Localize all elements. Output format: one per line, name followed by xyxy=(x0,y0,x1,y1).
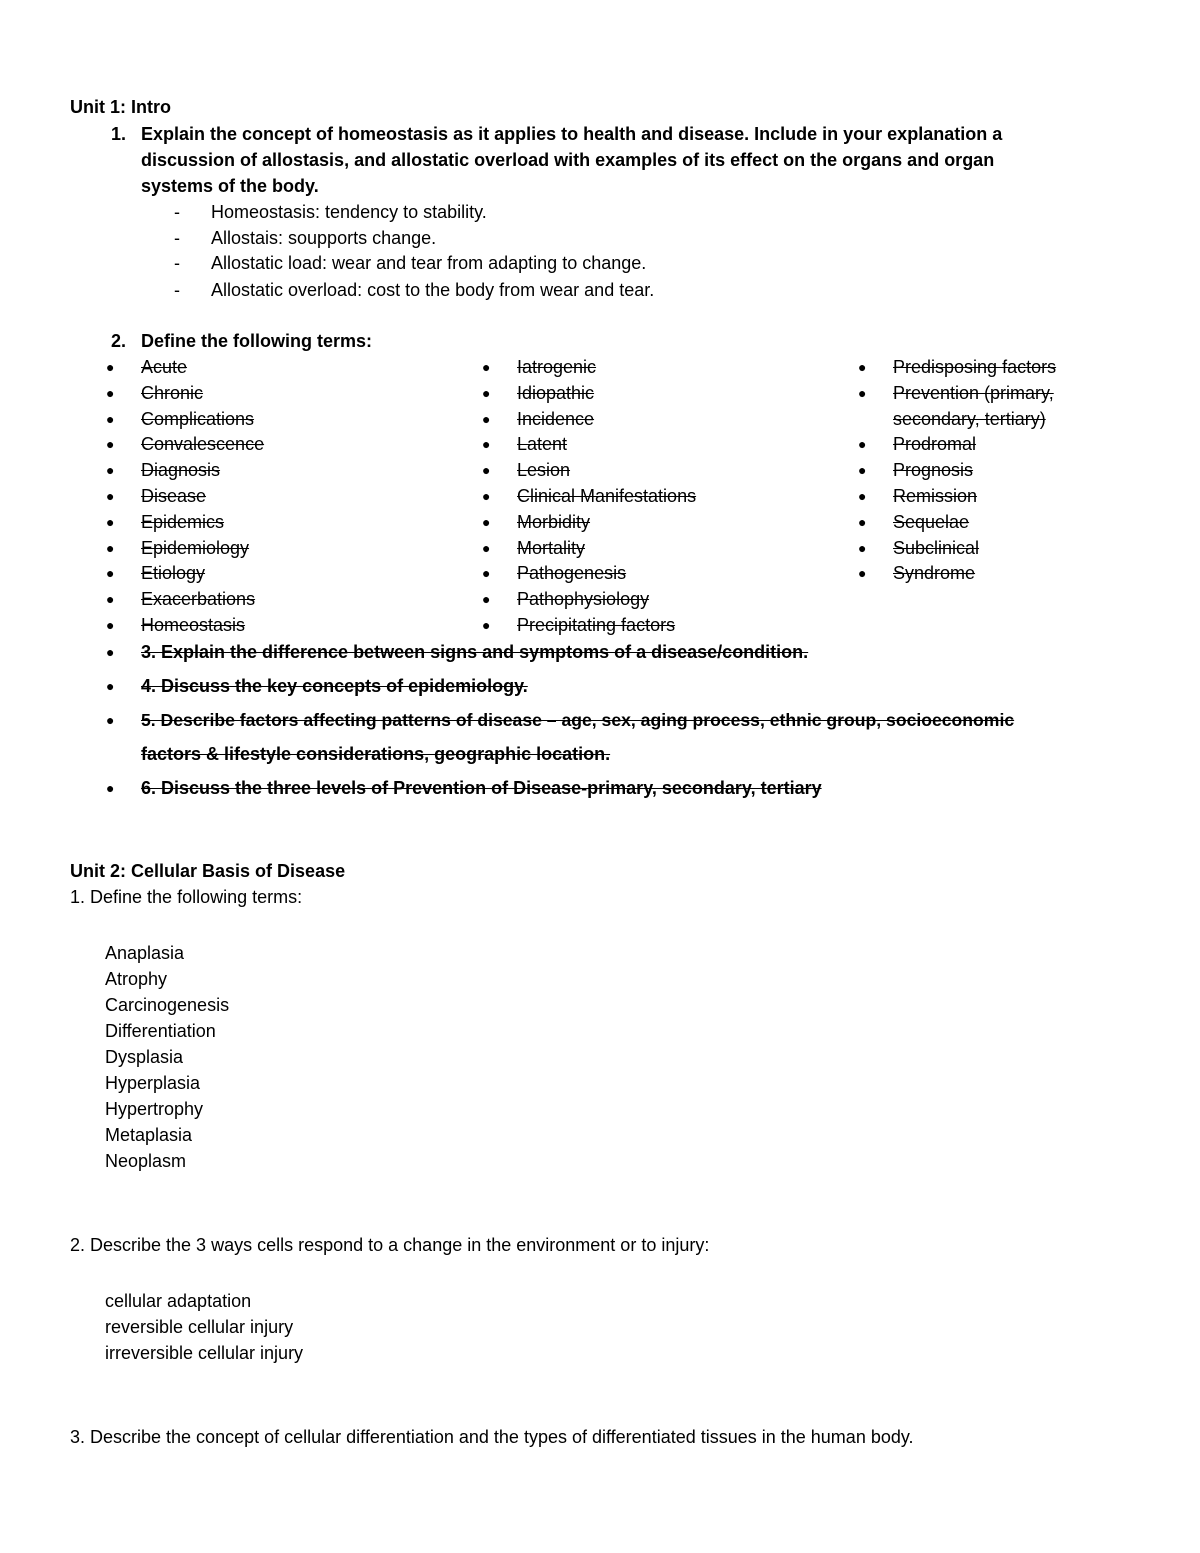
unit2-response: irreversible cellular injury xyxy=(105,1343,304,1363)
unit1-q2-text: Define the following terms: xyxy=(141,331,373,351)
term-label: Diagnosis xyxy=(141,460,221,481)
unit2-term: Differentiation xyxy=(105,1021,216,1041)
bullet-icon: ● xyxy=(482,513,491,530)
term-label: Morbidity xyxy=(517,511,591,532)
bullet-icon: ● xyxy=(858,462,867,479)
unit2-term: Hypertrophy xyxy=(105,1099,204,1119)
bullet-icon: ● xyxy=(482,436,491,453)
term-label: Sequelae xyxy=(893,511,970,532)
unit2-response: reversible cellular injury xyxy=(105,1317,294,1337)
term-label: Prodromal xyxy=(893,434,977,455)
unit1-q6-text: 6. Discuss the three levels of Prevention of Disease-primary, secondary, tertiary xyxy=(141,778,822,798)
term-label: Epidemics xyxy=(141,511,225,532)
bullet-icon: ● xyxy=(482,384,491,401)
term-label: secondary, tertiary) xyxy=(893,408,1046,429)
term-label: Clinical Manifestations xyxy=(517,486,697,506)
bullet-icon: ● xyxy=(858,436,867,453)
term-label: Prognosis xyxy=(893,460,974,481)
bullet-icon: ● xyxy=(106,488,115,504)
unit1-q5-line-2: factors & lifestyle considerations, geographic location. xyxy=(141,744,611,764)
term-label: Exacerbations xyxy=(141,589,256,610)
bullet-icon: ● xyxy=(482,617,491,633)
unit2-term: Anaplasia xyxy=(105,943,185,963)
term-label: Idiopathic xyxy=(517,382,595,403)
bullet-icon: ● xyxy=(482,488,491,504)
bullet-icon: ● xyxy=(106,410,115,427)
bullet-icon: ● xyxy=(106,565,115,582)
term-label: Syndrome xyxy=(893,563,976,584)
bullet-icon: ● xyxy=(106,436,115,453)
bullet-icon: ● xyxy=(858,539,867,556)
term-label: Homeostasis xyxy=(141,615,246,635)
unit1-title: Unit 1: Intro xyxy=(70,97,171,117)
term-label: Disease xyxy=(141,486,207,506)
bullet-icon: ● xyxy=(106,712,115,728)
bullet-icon: ● xyxy=(106,359,115,375)
term-label: Acute xyxy=(141,357,188,377)
bullet-icon: ● xyxy=(858,565,867,582)
term-label: Mortality xyxy=(517,537,586,558)
unit1-q4-text: 4. Discuss the key concepts of epidemiology. xyxy=(141,676,528,696)
unit2-response: cellular adaptation xyxy=(105,1291,252,1311)
bullet-icon: ● xyxy=(106,384,115,401)
unit1-q5-line-1: 5. Describe factors affecting patterns of disease – age, sex, aging process, ethnic group, socioeconomic xyxy=(141,710,1015,730)
term-label: Prevention (primary, xyxy=(893,382,1054,403)
bullet-icon: ● xyxy=(858,384,867,401)
bullet-icon: ● xyxy=(858,513,867,530)
term-label: Etiology xyxy=(141,563,206,584)
bullet-icon: ● xyxy=(858,488,867,504)
unit1-q3-text: 3. Explain the difference between signs and symptoms of a disease/condition. xyxy=(141,642,809,662)
term-label: Complications xyxy=(141,408,255,429)
bullet-icon: ● xyxy=(106,539,115,556)
term-label: Lesion xyxy=(517,460,571,481)
bullet-icon: ● xyxy=(106,780,115,796)
bullet-icon: ● xyxy=(482,359,491,375)
term-label: Pathogenesis xyxy=(517,563,627,584)
unit1-q1-line-1: Explain the concept of homeostasis as it applies to health and disease. Include in your explanation a xyxy=(141,124,1003,144)
term-label: Chronic xyxy=(141,382,204,403)
unit2-term: Carcinogenesis xyxy=(105,995,230,1015)
term-label: Precipitating factors xyxy=(517,615,676,635)
unit2-term: Neoplasm xyxy=(105,1151,187,1171)
term-label: Pathophysiology xyxy=(517,589,650,610)
bullet-icon: ● xyxy=(106,678,115,694)
bullet-icon: ● xyxy=(482,410,491,427)
term-label: Convalescence xyxy=(141,434,265,455)
bullet-icon: ● xyxy=(106,513,115,530)
bullet-icon: ● xyxy=(482,539,491,556)
bullet-icon: ● xyxy=(106,617,115,633)
unit2-q2: 2. Describe the 3 ways cells respond to a change in the environment or to injury: xyxy=(70,1235,710,1255)
unit2-term: Atrophy xyxy=(105,969,168,989)
term-label: Remission xyxy=(893,486,978,506)
term-label: Iatrogenic xyxy=(517,357,597,377)
term-label: Predisposing factors xyxy=(893,357,1057,377)
bullet-icon: ● xyxy=(106,591,115,608)
term-label: Latent xyxy=(517,434,568,455)
bullet-icon: ● xyxy=(482,591,491,608)
unit2-q3: 3. Describe the concept of cellular differentiation and the types of differentiated tissues in the human body. xyxy=(70,1427,914,1447)
bullet-icon: ● xyxy=(482,462,491,479)
bullet-icon: ● xyxy=(106,462,115,479)
bullet-icon: ● xyxy=(482,565,491,582)
unit1-q1-line-3: systems of the body. xyxy=(141,176,319,196)
unit2-term: Metaplasia xyxy=(105,1125,193,1145)
unit2-term: Hyperplasia xyxy=(105,1073,201,1093)
term-label: Epidemiology xyxy=(141,537,250,558)
bullet-icon: ● xyxy=(106,644,115,660)
unit1-q1-line-2: discussion of allostasis, and allostatic overload with examples of its effect on the organs and organ xyxy=(141,150,995,170)
term-label: Subclinical xyxy=(893,537,980,558)
unit2-q1: 1. Define the following terms: xyxy=(70,887,303,907)
term-label: Incidence xyxy=(517,408,595,429)
unit2-term: Dysplasia xyxy=(105,1047,184,1067)
unit2-title: Unit 2: Cellular Basis of Disease xyxy=(70,861,346,881)
bullet-icon: ● xyxy=(858,359,867,375)
